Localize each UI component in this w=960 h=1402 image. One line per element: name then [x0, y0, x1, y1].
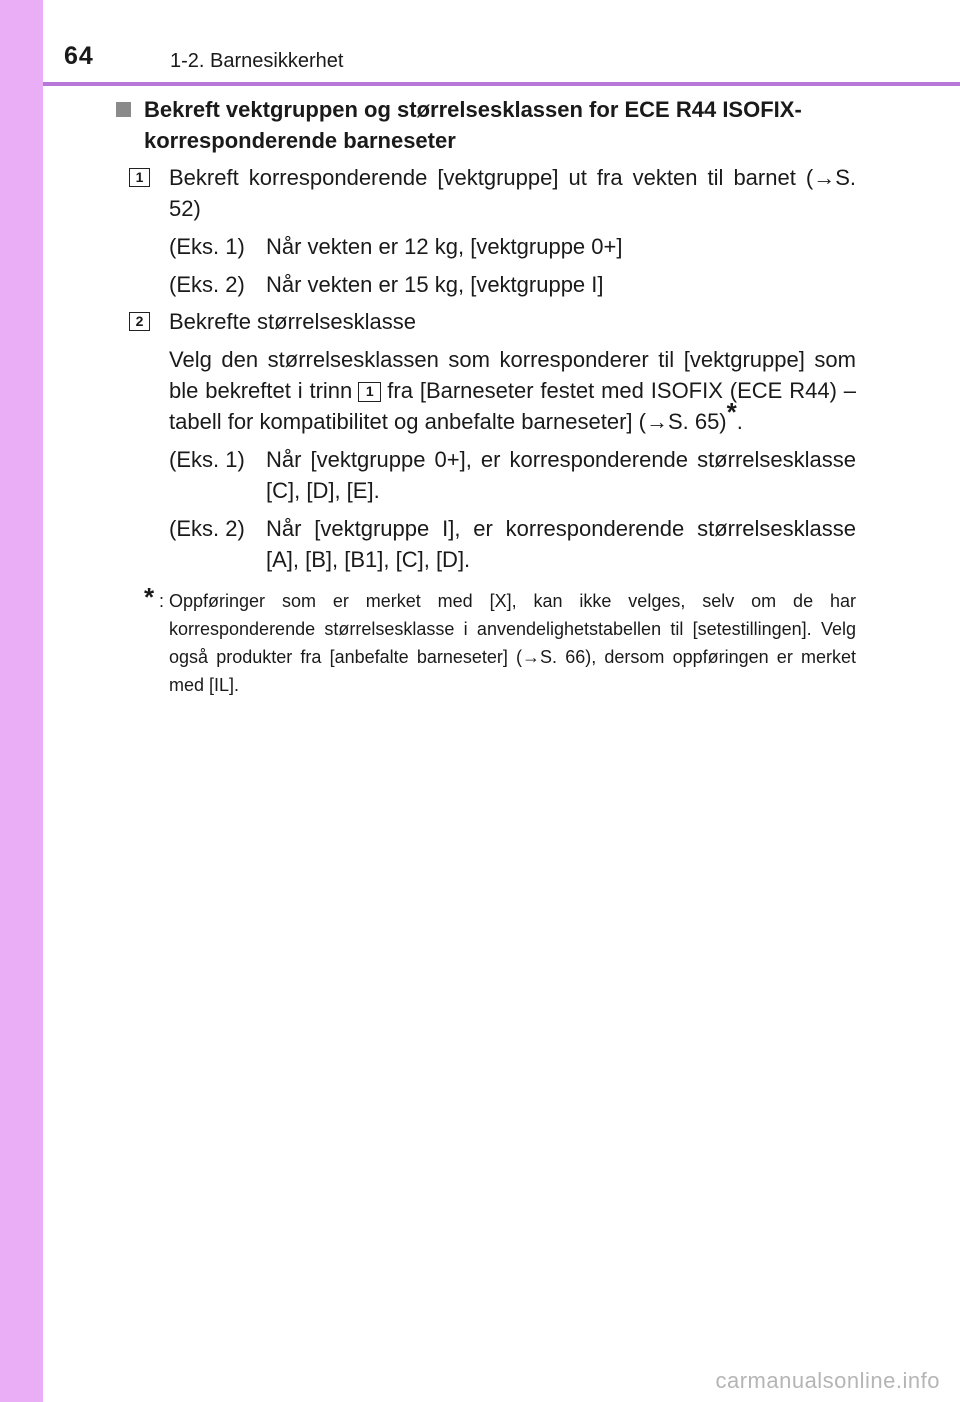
example-label: (Eks. 2)	[169, 516, 245, 541]
step-detail-paragraph	[112, 344, 856, 437]
footnote-colon: :	[159, 591, 165, 611]
step-reference-badge: 1	[358, 382, 381, 402]
step-text: Bekrefte størrelsesklasse	[169, 309, 416, 334]
example-row	[112, 444, 856, 506]
section-tab-sidebar	[0, 0, 43, 1402]
square-bullet-icon	[116, 102, 131, 117]
example-label: (Eks. 1)	[169, 234, 245, 259]
running-header: 1-2. Barnesikkerhet	[170, 50, 344, 72]
page-content	[112, 94, 856, 699]
step-number-badge: 2	[129, 312, 150, 331]
example-text: Når [vektgruppe I], er korresponderende størrelsesklasse [A], [B], [B1], [C], [D].	[266, 516, 856, 572]
footnote-asterisk: *	[144, 582, 155, 612]
example-text: Når vekten er 15 kg, [vektgruppe I]	[266, 272, 604, 297]
example-row	[112, 269, 856, 300]
detail-period: .	[736, 409, 743, 434]
step-text: Bekreft korresponderende [vektgruppe] ut fra vekten til barnet (→S. 52)	[169, 165, 856, 221]
example-row	[112, 231, 856, 262]
header-rule	[43, 82, 960, 86]
section-heading-text: Bekreft vektgruppen og størrelsesklassen for ECE R44 ISOFIX-korresponderende barneseter	[144, 97, 802, 153]
page-number: 64	[64, 42, 94, 70]
example-text: Når vekten er 12 kg, [vektgruppe 0+]	[266, 234, 623, 259]
example-text: Når [vektgruppe 0+], er korresponderende størrelsesklasse [C], [D], [E].	[266, 447, 856, 503]
footnote-asterisk: *	[726, 397, 737, 427]
watermark: carmanualsonline.info	[715, 1368, 940, 1393]
step-1	[112, 162, 856, 224]
step-number-badge: 1	[129, 168, 150, 187]
example-label: (Eks. 2)	[169, 272, 245, 297]
detail-text: fra [Barneseter festet med ISOFIX (ECE R44) – tabell for kompatibilitet og anbefalte barneseter] (→S. 65)	[169, 378, 857, 434]
footnote-text: Oppføringer som er merket med [X], kan ikke velges, selv om de har korresponderende størrelsesklasse i anvendelighetstabellen til [setestillingen]. Velg også produkter fra [anbefalte barneseter] (→S. 66), dersom oppføringen er merket med [IL].	[169, 591, 856, 695]
example-row	[112, 513, 856, 575]
footnote	[112, 582, 856, 699]
section-heading	[112, 94, 856, 156]
detail-text: Velg den størrelsesklassen som korresponderer til [vektgruppe] som ble bekreftet i trinn	[169, 347, 856, 403]
example-label: (Eks. 1)	[169, 447, 245, 472]
step-2	[112, 306, 856, 337]
